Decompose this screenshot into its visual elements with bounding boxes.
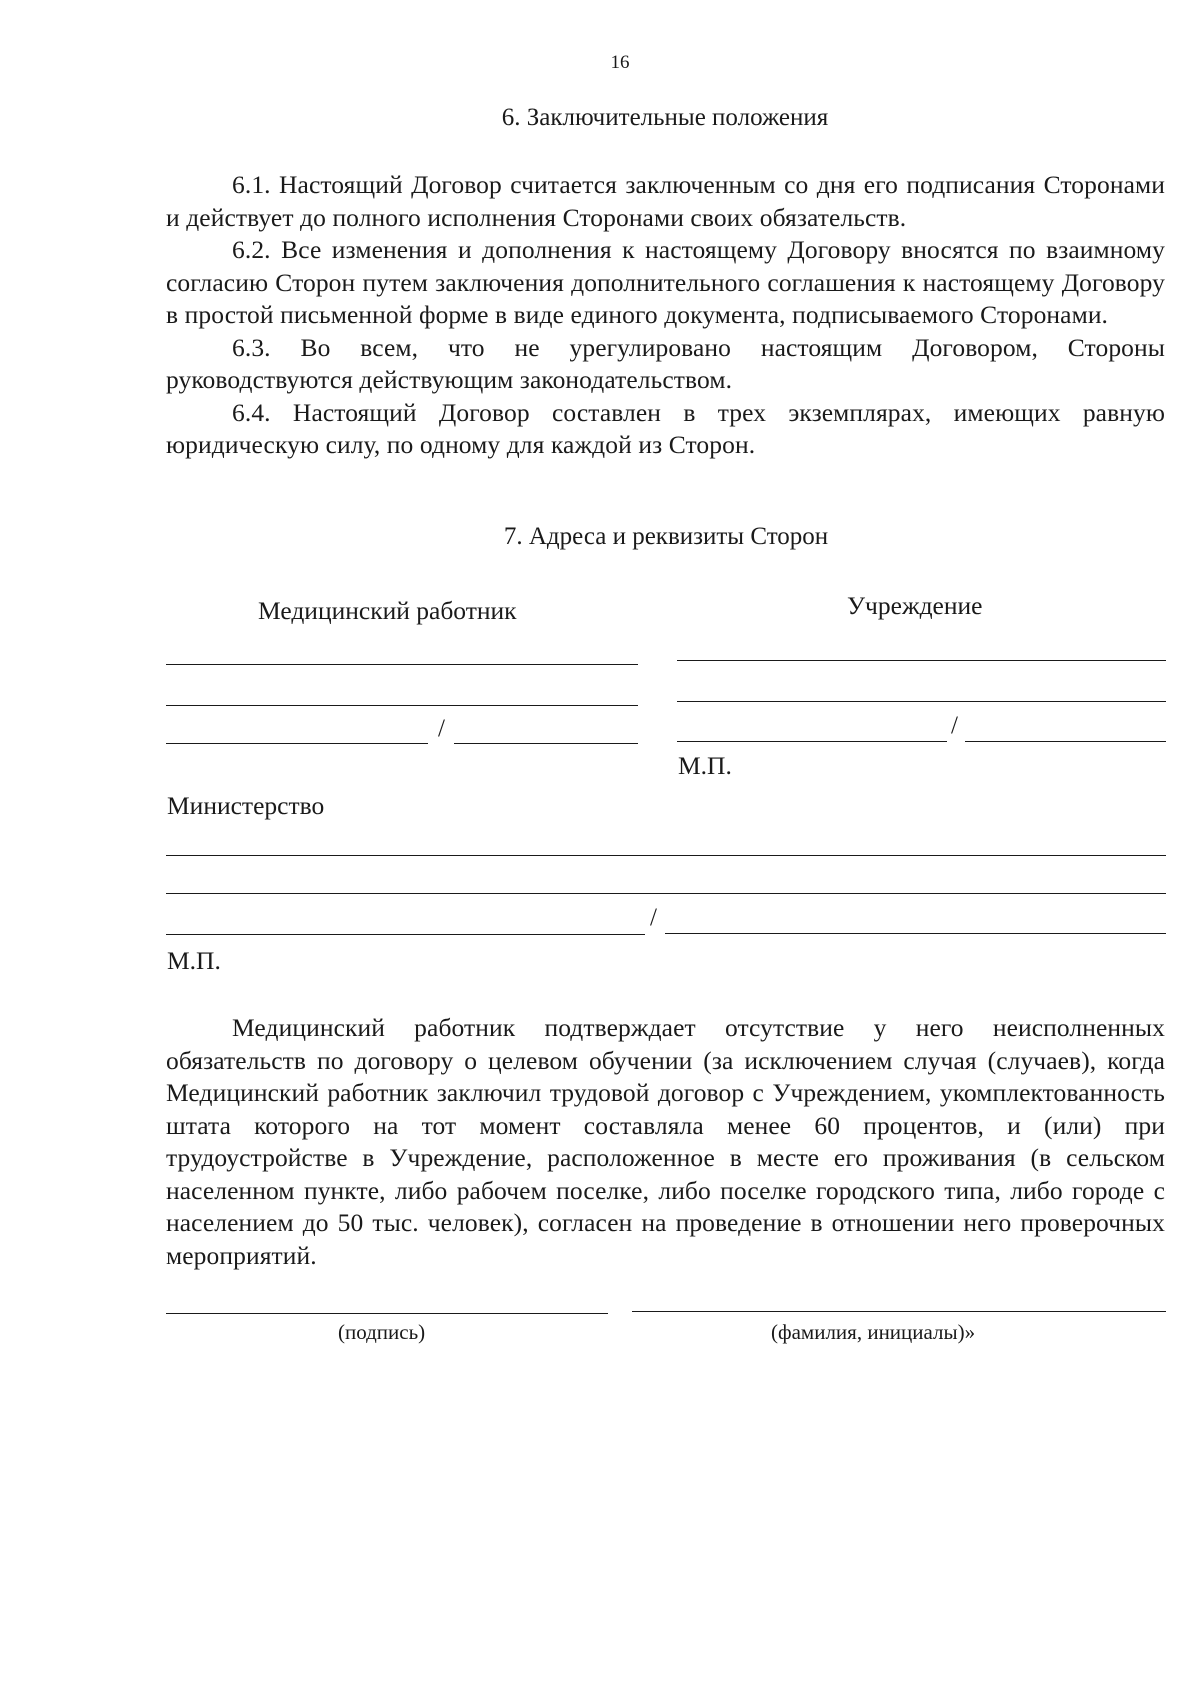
ministry-signature-line [166, 934, 645, 935]
party-medical-worker-label: Медицинский работник [258, 596, 517, 625]
party-ministry-label: Министерство [167, 791, 325, 820]
confirmation-block [166, 1012, 1165, 1272]
party-institution-label: Учреждение [847, 591, 983, 620]
ministry-seal-mark: М.П. [167, 946, 221, 975]
medical-worker-name-line [454, 743, 638, 744]
ministry-line-2 [166, 893, 1166, 894]
ministry-line-1 [166, 855, 1166, 856]
section-7-title: 7. Адреса и реквизиты Сторон [503, 523, 829, 550]
page-number: 16 [610, 52, 630, 73]
clause-6-1: 6.1. Настоящий Договор считается заключенным со дня его подписания Сторонами и действует до полного исполнения Сторонами своих обязательств. [166, 170, 1165, 232]
confirmation-name-line [632, 1311, 1166, 1312]
ministry-slash: / [650, 904, 657, 931]
institution-seal-mark: М.П. [678, 751, 732, 780]
medical-worker-line-2 [166, 705, 638, 706]
signature-caption: (подпись) [338, 1320, 426, 1344]
institution-slash: / [951, 712, 958, 739]
medical-worker-signature-line [166, 743, 428, 744]
institution-line-2 [677, 701, 1166, 702]
confirmation-signature-line [166, 1313, 608, 1314]
confirmation-text: Медицинский работник подтверждает отсутствие у него неисполненных обязательств по договору о целевом обучении (за исключением случая (случаев), когда Медицинский работник заключил трудовой договор с Учреждением, укомплектованность штата которого на тот момент составляла менее 60 процентов, и (или) при трудоустройстве в Учреждение, расположенное в месте его проживания (в сельском населенном пункте, либо рабочем поселке, либо поселке городского типа, либо городе с населением до 50 тыс. человек), согласен на проведение в отношении него проверочных мероприятий. [166, 1013, 1165, 1270]
clause-6-4: 6.4. Настоящий Договор составлен в трех экземплярах, имеющих равную юридическую силу, по одному для каждой из Сторон. [166, 397, 1165, 459]
clause-6-3: 6.3. Во всем, что не урегулировано настоящим Договором, Стороны руководствуются действующим законодательством. [166, 332, 1165, 394]
ministry-name-line [665, 933, 1166, 934]
section-6-body [166, 169, 1165, 462]
institution-name-line [965, 741, 1166, 742]
clause-6-2: 6.2. Все изменения и дополнения к настоящему Договору вносятся по взаимному согласию Сторон путем заключения дополнительного соглашения к настоящему Договору в простой письменной форме в виде единого документа, подписываемого Сторонами. [166, 235, 1165, 329]
medical-worker-slash: / [438, 715, 445, 742]
name-caption: (фамилия, инициалы)» [771, 1320, 976, 1344]
institution-signature-line [677, 741, 947, 742]
institution-line-1 [677, 660, 1166, 661]
medical-worker-line-1 [166, 664, 638, 665]
section-6-title: 6. Заключительные положения [501, 104, 829, 131]
